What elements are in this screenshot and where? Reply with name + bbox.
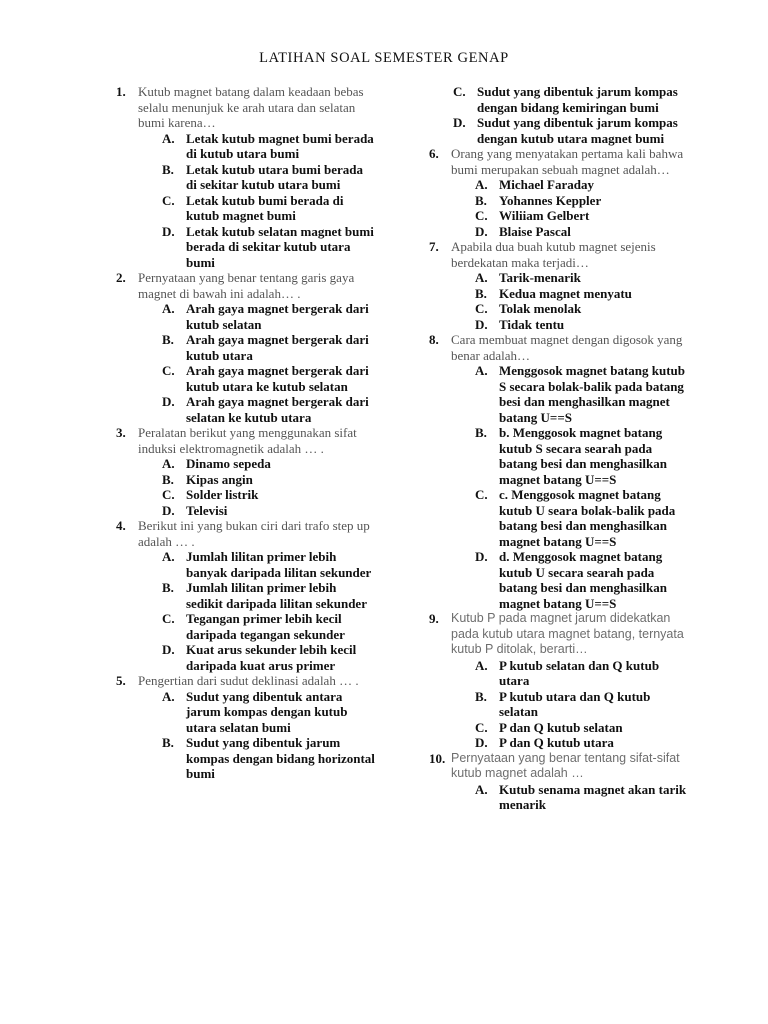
option-b xyxy=(475,425,691,487)
option-letter: D. xyxy=(475,223,488,239)
question-number: 3. xyxy=(116,425,126,440)
option-text: Dinamo sepeda xyxy=(186,456,271,471)
option-b xyxy=(475,286,691,302)
left-column xyxy=(116,84,376,782)
option-letter: C. xyxy=(453,84,466,99)
option-text: Solder listrik xyxy=(186,487,259,502)
right-column xyxy=(429,84,691,813)
option-a xyxy=(162,689,376,736)
question-number: 8. xyxy=(429,332,439,347)
option-letter: C. xyxy=(162,487,175,502)
answer-options xyxy=(475,177,691,239)
option-text: Sudut yang dibentuk antara jarum kompas dengan kutub utara selatan bumi xyxy=(186,688,348,735)
question-10 xyxy=(429,751,691,813)
option-text: Letak kutub utara bumi berada di sekitar kutub utara bumi xyxy=(186,161,363,192)
option-letter: B. xyxy=(162,471,174,487)
option-a xyxy=(475,782,691,813)
option-c xyxy=(453,84,691,115)
option-text: Tegangan primer lebih kecil daripada tegangan sekunder xyxy=(186,611,345,642)
option-text: Letak kutub selatan magnet bumi berada di sekitar kutub utara bumi xyxy=(186,223,374,270)
answer-options xyxy=(475,270,691,332)
option-text: Kuat arus sekunder lebih kecil daripada kuat arus primer xyxy=(186,642,357,673)
option-letter: A. xyxy=(162,688,175,704)
option-d xyxy=(162,224,376,271)
question-text: Cara membuat magnet dengan digosok yang benar adalah… xyxy=(451,332,683,363)
option-letter: B. xyxy=(162,161,174,177)
option-c xyxy=(475,487,691,549)
option-letter: B. xyxy=(475,285,487,301)
option-a xyxy=(475,363,691,425)
answer-options xyxy=(475,363,691,611)
option-letter: B. xyxy=(475,192,487,208)
option-d xyxy=(162,642,376,673)
question-number: 10. xyxy=(429,750,446,766)
option-letter: B. xyxy=(475,688,487,704)
option-letter: A. xyxy=(475,781,488,797)
option-letter: A. xyxy=(162,456,175,471)
option-letter: C. xyxy=(475,487,488,502)
option-text: P dan Q kutub selatan xyxy=(499,719,623,735)
question-5-continued xyxy=(429,84,691,146)
question-number: 1. xyxy=(116,84,126,99)
option-text: Yohannes Keppler xyxy=(499,192,602,208)
option-d xyxy=(453,115,691,146)
option-letter: B. xyxy=(475,425,487,440)
question-1 xyxy=(116,84,376,270)
option-b xyxy=(162,162,376,193)
answer-options xyxy=(162,131,376,271)
option-letter: C. xyxy=(162,611,175,626)
option-a xyxy=(162,549,376,580)
question-text: Kutub P pada magnet jarum didekatkan pada kutub utara magnet batang, ternyata kutub P ditolak, berarti… xyxy=(451,611,684,656)
option-text: d. Menggosok magnet batang kutub U secara searah pada batang besi dan menghasilkan magnet batang U==S xyxy=(499,549,667,611)
option-c xyxy=(162,363,376,394)
question-7 xyxy=(429,239,691,332)
option-letter: D. xyxy=(475,316,488,332)
option-text: Arah gaya magnet bergerak dari selatan ke kutub utara xyxy=(186,394,369,425)
option-letter: A. xyxy=(162,301,175,316)
option-c xyxy=(162,487,376,503)
option-text: P kutub selatan dan Q kutub utara xyxy=(499,657,660,688)
option-text: Sudut yang dibentuk jarum kompas dengan kutub utara magnet bumi xyxy=(477,115,678,146)
option-letter: B. xyxy=(162,735,174,750)
question-text: Pernyataan yang benar tentang garis gaya magnet di bawah ini adalah… . xyxy=(138,270,355,301)
option-b xyxy=(162,735,376,782)
option-text: c. Menggosok magnet batang kutub U seara bolak-balik pada batang besi dan menghasilkan magnet batang U==S xyxy=(499,487,676,549)
page-title: LATIHAN SOAL SEMESTER GENAP xyxy=(259,50,509,66)
option-c xyxy=(475,301,691,317)
option-text: Tarik-menarik xyxy=(499,270,581,285)
option-c xyxy=(475,208,691,224)
option-b xyxy=(162,332,376,363)
question-number: 5. xyxy=(116,673,126,688)
option-letter: C. xyxy=(475,301,488,316)
option-letter: A. xyxy=(475,270,488,285)
option-text: Jumlah lilitan primer lebih sedikit daripada lilitan sekunder xyxy=(186,580,367,611)
question-text: Orang yang menyatakan pertama kali bahwa bumi merupakan sebuah magnet adalah… xyxy=(451,146,684,177)
question-6 xyxy=(429,146,691,239)
option-letter: B. xyxy=(162,332,174,347)
option-text: P kutub utara dan Q kutub selatan xyxy=(499,688,651,719)
option-text: Televisi xyxy=(186,502,228,518)
option-text: Tolak menolak xyxy=(499,301,582,316)
answer-options xyxy=(162,549,376,673)
option-text: Sudut yang dibentuk jarum kompas dengan bidang horizontal bumi xyxy=(186,735,375,781)
option-letter: D. xyxy=(162,394,175,409)
option-d xyxy=(475,317,691,333)
question-text: Kutub magnet batang dalam keadaan bebas selalu menunjuk ke arah utara dan selatan bumi karena… xyxy=(138,84,364,130)
question-text: Pengertian dari sudut deklinasi adalah … . xyxy=(138,673,359,688)
question-8 xyxy=(429,332,691,611)
option-text: Blaise Pascal xyxy=(499,223,571,239)
option-a xyxy=(162,301,376,332)
option-letter: A. xyxy=(475,177,488,192)
question-number: 9. xyxy=(429,611,439,626)
question-number: 4. xyxy=(116,518,126,533)
option-a xyxy=(475,177,691,193)
question-4 xyxy=(116,518,376,673)
option-a xyxy=(162,456,376,472)
option-text: Kutub senama magnet akan tarik menarik xyxy=(499,781,687,812)
option-text: Kipas angin xyxy=(186,471,253,487)
option-letter: A. xyxy=(475,657,488,673)
option-text: Sudut yang dibentuk jarum kompas dengan bidang kemiringan bumi xyxy=(477,84,678,115)
option-letter: A. xyxy=(162,549,175,564)
answer-options xyxy=(162,456,376,518)
option-d xyxy=(162,394,376,425)
answer-options xyxy=(475,658,691,751)
option-letter: A. xyxy=(162,130,175,146)
option-d xyxy=(162,503,376,519)
option-b xyxy=(162,580,376,611)
question-text: Berikut ini yang bukan ciri dari trafo step up adalah … . xyxy=(138,518,370,549)
option-text: Arah gaya magnet bergerak dari kutub utara xyxy=(186,332,369,363)
option-text: Arah gaya magnet bergerak dari kutub utara ke kutub selatan xyxy=(186,363,369,394)
answer-options xyxy=(475,782,691,813)
option-text: Letak kutub bumi berada di kutub magnet bumi xyxy=(186,192,344,223)
question-5 xyxy=(116,673,376,782)
option-text: Arah gaya magnet bergerak dari kutub selatan xyxy=(186,301,369,332)
option-a xyxy=(162,131,376,162)
option-text: P dan Q kutub utara xyxy=(499,735,614,750)
option-letter: D. xyxy=(453,115,466,130)
question-3 xyxy=(116,425,376,518)
option-letter: C. xyxy=(475,208,488,223)
question-number: 2. xyxy=(116,270,126,285)
answer-options xyxy=(162,301,376,425)
option-a xyxy=(475,270,691,286)
option-letter: C. xyxy=(162,192,175,208)
option-letter: D. xyxy=(162,642,175,657)
option-text: b. Menggosok magnet batang kutub S secara searah pada batang besi dan menghasilkan magnet batang U==S xyxy=(499,425,667,487)
option-letter: B. xyxy=(162,580,174,595)
option-text: Menggosok magnet batang kutub S secara bolak-balik pada batang besi dan menghasilkan magnet batang U==S xyxy=(499,363,686,425)
option-d xyxy=(475,735,691,751)
question-9 xyxy=(429,611,691,751)
option-text: Wiliiam Gelbert xyxy=(499,208,590,223)
option-b xyxy=(475,689,691,720)
option-letter: D. xyxy=(162,223,175,239)
option-text: Jumlah lilitan primer lebih banyak daripada lilitan sekunder xyxy=(186,549,372,580)
question-number: 7. xyxy=(429,239,439,254)
answer-options xyxy=(162,689,376,782)
option-text: Kedua magnet menyatu xyxy=(499,285,632,301)
option-c xyxy=(475,720,691,736)
option-a xyxy=(475,658,691,689)
option-letter: C. xyxy=(162,363,175,378)
option-letter: C. xyxy=(475,719,488,735)
question-number: 6. xyxy=(429,146,439,161)
option-text: Michael Faraday xyxy=(499,177,594,192)
option-d xyxy=(475,224,691,240)
option-b xyxy=(475,193,691,209)
option-c xyxy=(162,193,376,224)
option-letter: D. xyxy=(162,502,175,518)
question-2 xyxy=(116,270,376,425)
option-letter: A. xyxy=(475,363,488,378)
question-text: Apabila dua buah kutub magnet sejenis berdekatan maka terjadi… xyxy=(451,239,656,270)
option-b xyxy=(162,472,376,488)
option-c xyxy=(162,611,376,642)
option-text: Tidak tentu xyxy=(499,316,565,332)
option-text: Letak kutub magnet bumi berada di kutub utara bumi xyxy=(186,130,374,161)
option-d xyxy=(475,549,691,611)
option-letter: D. xyxy=(475,549,488,564)
question-text: Pernyataan yang benar tentang sifat-sifat kutub magnet adalah … xyxy=(451,750,680,780)
option-letter: D. xyxy=(475,735,488,750)
answer-options xyxy=(453,84,691,146)
question-text: Peralatan berikut yang menggunakan sifat induksi elektromagnetik adalah … . xyxy=(138,425,357,456)
